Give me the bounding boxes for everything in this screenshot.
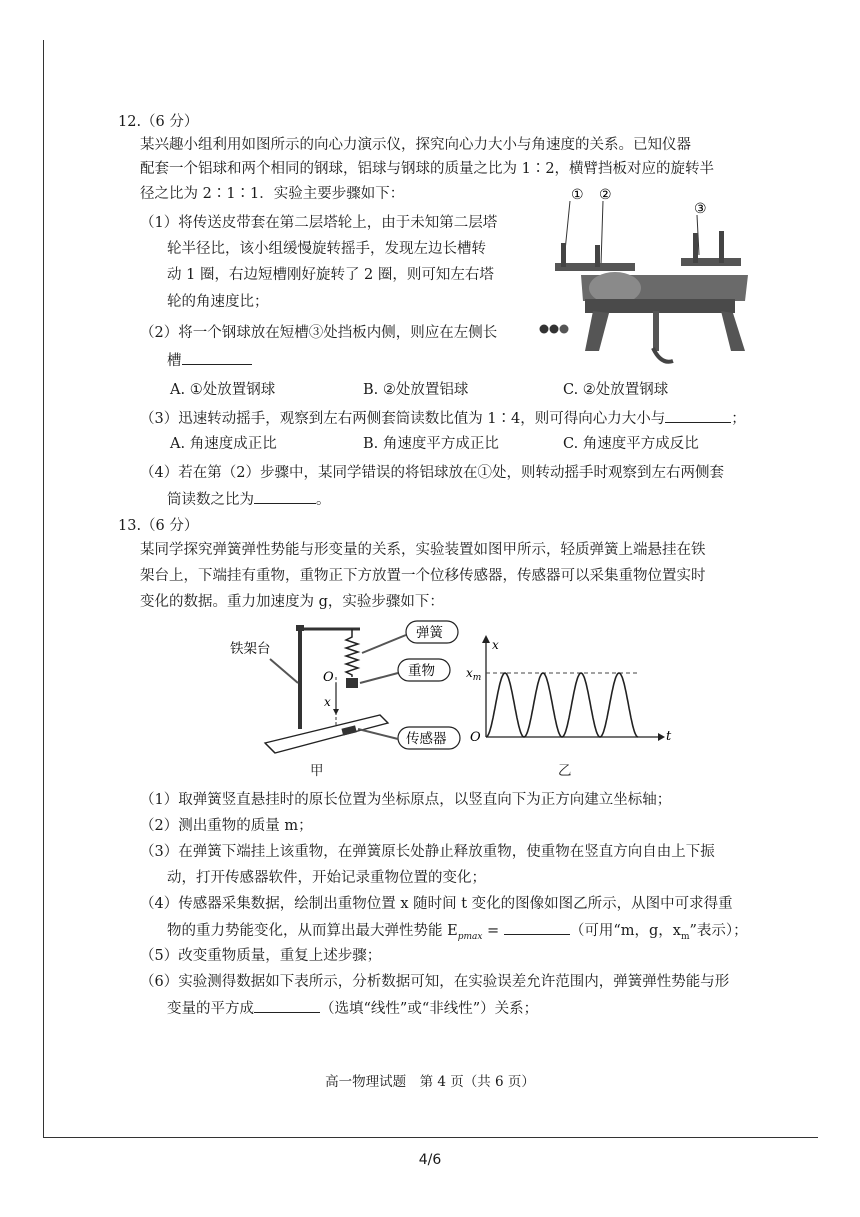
answer-blank[interactable] <box>665 408 731 423</box>
q12-step1-line2: 轮半径比，该小组缓慢旋转摇手，发现左边长槽转 <box>167 241 486 257</box>
q12-step1-line3: 动 1 圈，右边短槽刚好旋转了 2 圈，则可知左右塔 <box>167 267 494 283</box>
q13-step4-line1: （4）传感器采集数据，绘制出重物位置 x 随时间 t 变化的图像如图乙所示，从图中可求得重 <box>140 896 733 912</box>
q13-step5: （5）改变重物质量，重复上述步骤； <box>140 948 382 964</box>
displacement-time-graph <box>462 633 672 751</box>
label-weight: 重物 <box>408 663 435 679</box>
q12-step3-text: （3）迅速转动摇手，观察到左右两侧套筒读数比值为 1∶4，则可得向心力大小与 <box>140 411 666 427</box>
answer-blank[interactable] <box>254 489 316 504</box>
label-spring: 弹簧 <box>416 625 443 641</box>
q12-step2-option-b: B. ②处放置铝球 <box>363 382 469 398</box>
q12-step2-option-c: C. ②处放置钢球 <box>563 382 669 398</box>
q12-step1-line4: 轮的角速度比； <box>167 294 269 310</box>
q12-intro-line2: 配套一个铝球和两个相同的钢球，铝球与钢球的质量之比为 1∶2，横臂挡板对应的旋转半 <box>140 161 715 177</box>
graph-xm-label: $x_m$ <box>466 666 482 683</box>
q12-header: 12.（6 分） <box>118 114 199 130</box>
q13-header: 13.（6 分） <box>118 518 199 534</box>
label-stand: 铁架台 <box>230 641 271 657</box>
answer-blank[interactable] <box>182 350 252 365</box>
q13-step4-sub: pmax <box>457 931 483 942</box>
q12-intro-line3: 径之比为 2∶1∶1．实验主要步骤如下： <box>140 186 405 202</box>
fig-label-2: ② <box>599 187 612 203</box>
q13-intro-line1: 某同学探究弹簧弹性势能与形变量的关系，实验装置如图甲所示，轻质弹簧上端悬挂在铁 <box>140 542 706 558</box>
q13-step6-text: 变量的平方成 <box>167 1001 254 1017</box>
fig-label-1: ① <box>571 187 584 203</box>
q13-step6-line2 <box>167 998 538 1019</box>
page-footer: 高一物理试题 第 4 页（共 6 页） <box>325 1074 535 1090</box>
label-O: O <box>323 670 334 685</box>
oscillation-curve <box>486 673 638 737</box>
q12-step3-end: ； <box>731 411 746 427</box>
q12-step3-option-c: C. 角速度平方成反比 <box>563 436 699 452</box>
q13-step1: （1）取弹簧竖直悬挂时的原长位置为坐标原点，以竖直向下为正方向建立坐标轴； <box>140 792 672 808</box>
q13-intro-line3: 变化的数据。重力加速度为 g，实验步骤如下： <box>140 594 444 610</box>
q12-step4-line1: （4）若在第（2）步骤中，某同学错误的将铝球放在①处，则转动摇手时观察到左右两侧套 <box>140 465 724 481</box>
fig-label-3: ③ <box>694 201 707 217</box>
q12-step2-text: 槽 <box>167 353 182 369</box>
ball-icon <box>550 325 559 334</box>
q13-step4-end: （可用“m，g，x <box>569 923 681 939</box>
q12-intro-line1: 某兴趣小组利用如图所示的向心力演示仪，探究向心力大小与角速度的关系。已知仪器 <box>140 137 691 153</box>
q13-step2: （2）测出重物的质量 m； <box>140 818 313 834</box>
page-border-left <box>43 40 44 1138</box>
ball-icon <box>540 325 549 334</box>
q13-step3-line1: （3）在弹簧下端挂上该重物，在弹簧原长处静止释放重物，使重物在竖直方向自由上下振 <box>140 844 715 860</box>
q13-step4-eq: = <box>482 923 504 939</box>
q12-step2-line2 <box>167 350 252 371</box>
q12-step1-line1: （1）将传送皮带套在第二层塔轮上，由于未知第二层塔 <box>140 215 498 231</box>
q12-step3-option-a: A. 角速度成正比 <box>170 436 277 452</box>
q13-step6-line1: （6）实验测得数据如下表所示，分析数据可知，在实验误差允许范围内，弹簧弹性势能与形 <box>140 974 730 990</box>
answer-blank[interactable] <box>504 920 570 935</box>
q13-step4-end2: ”表示）； <box>689 923 748 939</box>
label-x: x <box>324 695 331 709</box>
q13-step6-end: （选填“线性”或“非线性”）关系； <box>320 1001 539 1017</box>
graph-origin-label: O <box>470 730 481 745</box>
q13-step4-sub2: m <box>680 931 690 942</box>
spring-apparatus-figure <box>230 615 470 785</box>
q13-intro-line2: 架台上，下端挂有重物，重物正下方放置一个位移传感器，传感器可以采集重物位置实时 <box>140 568 706 584</box>
graph-x-axis-label: x <box>492 638 499 652</box>
answer-blank[interactable] <box>254 998 320 1013</box>
q12-step2-line1: （2）将一个钢球放在短槽③处挡板内侧，则应在左侧长 <box>140 325 498 341</box>
label-sensor: 传感器 <box>406 731 447 747</box>
q12-step3-line1 <box>140 408 746 429</box>
page-indicator: 4/6 <box>418 1152 442 1168</box>
q12-step4-line2 <box>167 489 331 510</box>
q12-step3-option-b: B. 角速度平方成正比 <box>363 436 499 452</box>
q12-step4-text: 筒读数之比为 <box>167 492 254 508</box>
caption-yi: 乙 <box>558 763 572 779</box>
graph-t-axis-label: t <box>666 729 672 744</box>
caption-jia: 甲 <box>310 763 324 779</box>
ball-icon <box>560 325 569 334</box>
q12-step2-option-a: A. ①处放置钢球 <box>170 382 276 398</box>
page-border-bottom <box>43 1137 818 1138</box>
q12-step4-end: 。 <box>316 492 331 508</box>
centripetal-apparatus-figure <box>533 183 763 383</box>
q13-step4-line2 <box>167 920 748 947</box>
q13-step3-line2: 动，打开传感器软件，开始记录重物位置的变化； <box>167 870 486 886</box>
q13-step4-text: 物的重力势能变化，从而算出最大弹性势能 E <box>167 923 458 939</box>
